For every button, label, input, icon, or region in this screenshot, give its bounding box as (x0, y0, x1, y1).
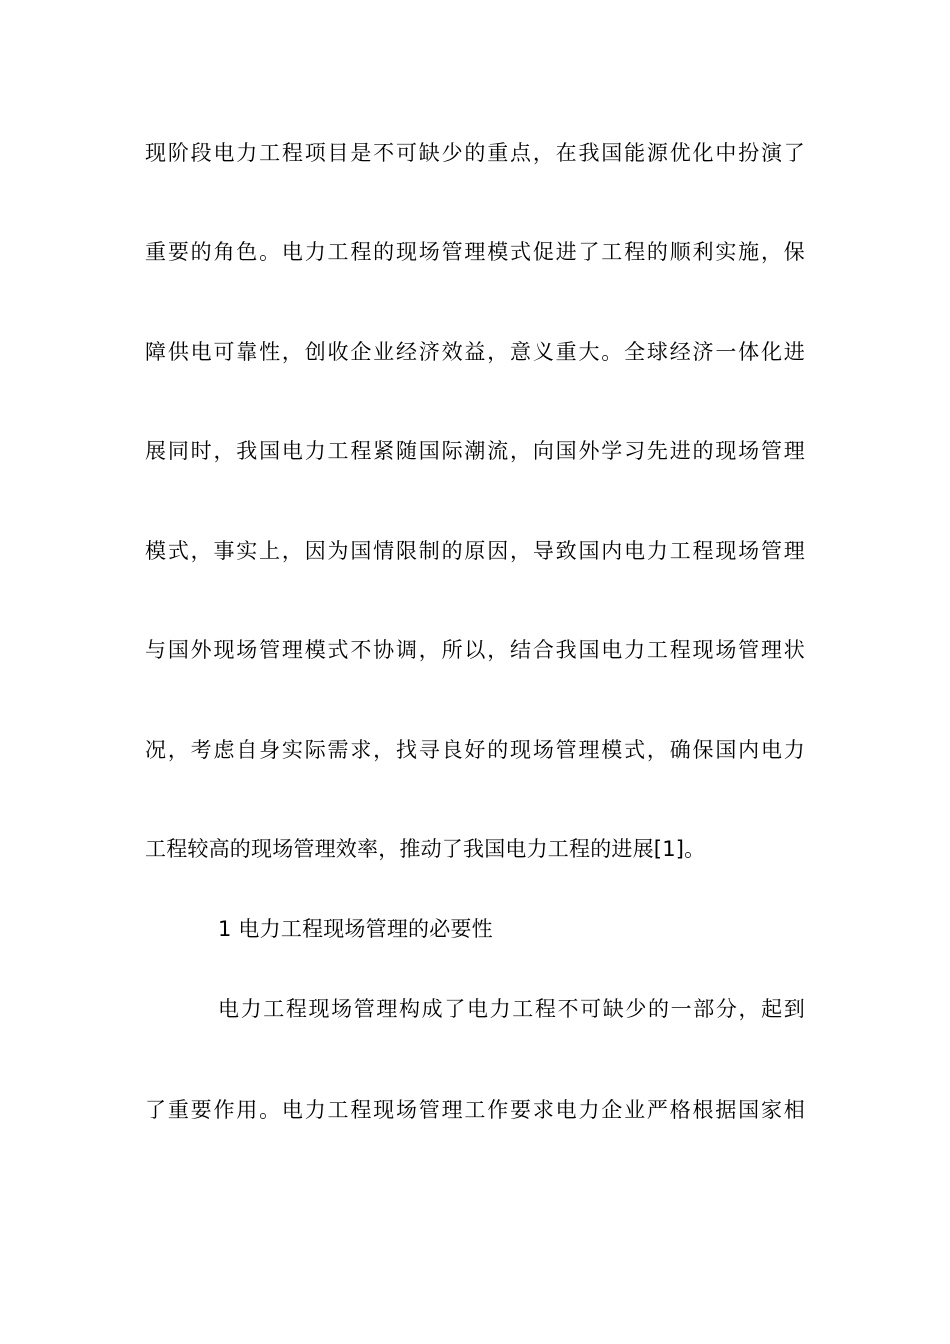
paragraph-line: 障供电可靠性，创收企业经济效益，意义重大。全球经济一体化进 (145, 340, 805, 364)
paragraph-line: 重要的角色。电力工程的现场管理模式促进了工程的顺利实施，保 (145, 240, 805, 264)
paragraph-line: 况，考虑自身实际需求，找寻良好的现场管理模式，确保国内电力 (145, 738, 805, 762)
paragraph-line: 现阶段电力工程项目是不可缺少的重点，在我国能源优化中扮演了 (145, 141, 805, 165)
paragraph-line-indented: 电力工程现场管理构成了电力工程不可缺少的一部分，起到 (218, 997, 805, 1021)
paragraph-line: 模式，事实上，因为国情限制的原因，导致国内电力工程现场管理 (145, 539, 805, 563)
paragraph-line: 展同时，我国电力工程紧随国际潮流，向国外学习先进的现场管理 (145, 439, 805, 463)
paragraph-line-last: 工程较高的现场管理效率，推动了我国电力工程的进展[1]。 (145, 837, 706, 861)
section-heading: 1 电力工程现场管理的必要性 (218, 917, 493, 941)
paragraph-line: 与国外现场管理模式不协调，所以，结合我国电力工程现场管理状 (145, 638, 805, 662)
paragraph-line: 了重要作用。电力工程现场管理工作要求电力企业严格根据国家相 (145, 1098, 805, 1122)
